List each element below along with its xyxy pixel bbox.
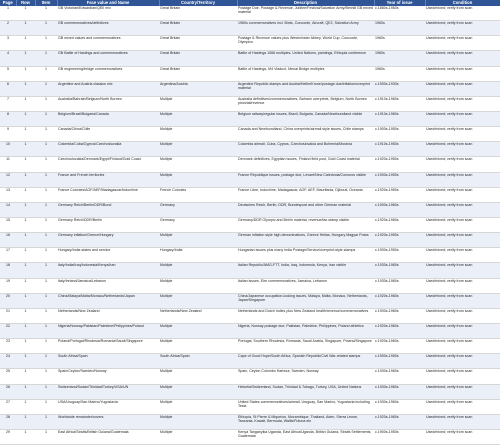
cell-description: Italian Republic/AMG-FTT, India, Iraq, Indonesia, Kenya, Iran visible [237,263,374,278]
cell-description: China/Japanese occupation-looking issues, Malaya, Malta, Monaco, Netherlands, Japan/Singapore [237,293,374,308]
cell-condition: Used/mixed; verify from scan [425,111,500,126]
cell-year: c.1910s-1960s [374,111,425,126]
cell-row: 1 [16,157,35,172]
column-header-year[interactable]: Year of issue [374,0,425,6]
table-row[interactable] [0,96,500,111]
cell-country: Netherlands/New Zealand [159,308,237,323]
cell-description: Helvetia/Switzerland, Sudan, Trinidad & Tobago, Turkey, USA, United Nations [237,384,374,399]
cell-year: c.1920s-1960s [374,293,425,308]
cell-page: 23 [0,339,16,354]
table-row[interactable] [0,248,500,263]
table-row[interactable] [0,21,500,36]
cell-row: 1 [16,142,35,157]
cell-description: Colombia airmail, Cuba, Cyprus, Czechoslovakia and Bohemia/Moravia [237,142,374,157]
cell-item: 1 [35,6,57,21]
cell-face-value: Hungary/India states and service [57,248,159,263]
table-row[interactable] [0,323,500,338]
cell-page: 6 [0,81,16,96]
cell-item: 1 [35,202,57,217]
cell-condition: Used/mixed; verify from scan [425,369,500,384]
cell-page: 22 [0,323,16,338]
cell-year: c.1920s-1960s [374,339,425,354]
cell-row: 1 [16,127,35,142]
cell-year: c.1910s-1950s [374,142,425,157]
cell-condition: Used/mixed; verify from scan [425,217,500,232]
cell-row: 1 [16,263,35,278]
cell-page: 28 [0,414,16,429]
cell-country: Great Britain [159,51,237,66]
cell-page: 26 [0,384,16,399]
cell-page: 3 [0,36,16,51]
cell-row: 1 [16,96,35,111]
cell-description: France Libre, Indochine, Madagascar, AOF, AEF, Mauritania, Djibouti, Oceania [237,187,374,202]
table-body [0,6,500,445]
table-row[interactable] [0,172,500,187]
table-row[interactable] [0,263,500,278]
cell-row: 1 [16,308,35,323]
table-row[interactable] [0,278,500,293]
table-row[interactable] [0,399,500,414]
cell-description: Postage & Revenue values plus Westminster Abbey, World Cup, Concorde, Olympics [237,36,374,51]
table-row[interactable] [0,429,500,444]
cell-face-value: Germany Reich/Berlin/DDR/Bund [57,202,159,217]
cell-page: 25 [0,369,16,384]
cell-face-value: Switzerland/Sudan/Trinidad/Turkey/USA/UN [57,384,159,399]
table-row[interactable] [0,81,500,96]
cell-country: South Africa/Spain [159,354,237,369]
cell-year: c.1900s-1960s [374,308,425,323]
cell-year: c.1900s-1950s [374,429,425,444]
cell-description: Canada and Newfoundland, China overprints/airmail style issues, Chile stamps [237,127,374,142]
cell-row: 1 [16,6,35,21]
cell-face-value: Worldwide remainder/covers [57,414,159,429]
cell-condition: Used/mixed; verify from scan [425,248,500,263]
cell-face-value: Germany Reich/DDR/Berlin [57,217,159,232]
table-row[interactable] [0,217,500,232]
cell-page: 1 [0,6,16,21]
cell-year: c.1930s-1960s [374,263,425,278]
cell-description: Denmark definitives, Egyptian issues, Finland field post, Gold Coast material [237,157,374,172]
cell-country: Germany [159,202,237,217]
cell-description: Kenya Tanganyika Uganda, East Africa/Uganda, British Guiana, Straits Settlements, Guatemala [237,429,374,444]
cell-description: Battle of Hastings 1066 multiples, United Nations, paintings, Ethiopia conference [237,51,374,66]
cell-description: Deutsches Reich, Berlin, DDR, Bundespost and other German material [237,202,374,217]
cell-item: 1 [35,187,57,202]
cell-description: 1960s commemoratives incl. Birds, Concorde, Aircraft, QE2, Salvation Army [237,21,374,36]
cell-description: Battle of Hastings, M4 Viaduct, Menai Bridge multiples [237,66,374,81]
cell-page: 17 [0,248,16,263]
cell-year: c.1930s-1960s [374,384,425,399]
table-row[interactable] [0,51,500,66]
cell-description: German inflation style high denominations, Greece Hellas, Hungary Magyar Posta [237,233,374,248]
cell-country: French Colonies [159,187,237,202]
cell-row: 1 [16,111,35,126]
cell-page: 19 [0,278,16,293]
cell-face-value: GB commemoratives/definitives [57,21,159,36]
cell-year: c.1900s-1950s [374,354,425,369]
cell-year: c.1910s-1960s [374,96,425,111]
cell-row: 1 [16,414,35,429]
table-row[interactable] [0,339,500,354]
cell-item: 1 [35,111,57,126]
cell-condition: Used/mixed; verify from scan [425,66,500,81]
cell-page: 27 [0,399,16,414]
cell-description: Hungarian issues plus many India Postage/Service/overprint-style stamps [237,248,374,263]
cell-description: France République issues, postage due, Levant/New Caledonia/Comoros visible [237,172,374,187]
column-header-item[interactable]: Item [35,0,57,6]
cell-condition: Used/mixed; verify from scan [425,36,500,51]
cell-year: c.1920s-1950s [374,187,425,202]
table-row[interactable] [0,369,500,384]
cell-row: 1 [16,384,35,399]
cell-year: 1960s [374,36,425,51]
cell-page: 12 [0,172,16,187]
cell-condition: Used/mixed; verify from scan [425,81,500,96]
cell-item: 1 [35,414,57,429]
cell-country: Hungary/India [159,248,237,263]
cell-year: c.1900s-1960s [374,202,425,217]
cell-description: United States commemoratives/airmail, Uruguay, San Marino, Yugoslavia including Tesla [237,399,374,414]
cell-row: 1 [16,323,35,338]
cell-country: Multiple [159,172,237,187]
cell-row: 1 [16,248,35,263]
table-row[interactable] [0,233,500,248]
cell-year: c.1920s-1960s [374,217,425,232]
cell-country: Multiple [159,293,237,308]
cell-page: 20 [0,293,16,308]
column-header-page[interactable]: Page [0,0,16,6]
cell-condition: Used/mixed; verify from scan [425,21,500,36]
cell-face-value: USA/Uruguay/San Marino/Yugoslavia [57,399,159,414]
cell-row: 1 [16,354,35,369]
cell-item: 1 [35,323,57,338]
cell-country: Germany [159,217,237,232]
column-header-condition[interactable]: Condition [425,0,500,6]
cell-country: Multiple [159,263,237,278]
table-row[interactable] [0,66,500,81]
cell-item: 1 [35,429,57,444]
cell-item: 1 [35,308,57,323]
cell-year: c.1900s-1950s [374,248,425,263]
cell-condition: Used/mixed; verify from scan [425,399,500,414]
column-header-face-value[interactable]: Face value and Name [57,0,159,6]
cell-page: 5 [0,66,16,81]
cell-country: Multiple [159,399,237,414]
cell-face-value: Germany inflation/Greece/Hungary [57,233,159,248]
cell-row: 1 [16,399,35,414]
cell-year: c.1930s-1960s [374,399,425,414]
cell-face-value: Argentine and Austria classics mix [57,81,159,96]
cell-condition: Used/mixed; verify from scan [425,96,500,111]
cell-country: Multiple [159,278,237,293]
cell-condition: Used/mixed; verify from scan [425,263,500,278]
cell-country: Great Britain [159,36,237,51]
cell-face-value: Canada/China/Chile [57,127,159,142]
cell-item: 1 [35,354,57,369]
cell-country: Multiple [159,111,237,126]
cell-country: Great Britain [159,66,237,81]
table-row[interactable] [0,293,500,308]
cell-country: Multiple [159,157,237,172]
cell-face-value: Nigeria/Norway/Pakistan/Palestine/Philippines/Poland [57,323,159,338]
cell-page: 15 [0,217,16,232]
cell-face-value: South Africa/Spain [57,354,159,369]
cell-row: 1 [16,21,35,36]
cell-page: 2 [0,21,16,36]
cell-item: 1 [35,96,57,111]
cell-condition: Used/mixed; verify from scan [425,202,500,217]
cell-face-value: Belgium/Brazil/Bulgaria/Canada [57,111,159,126]
cell-country: Multiple [159,127,237,142]
cell-description: Ethiopia, St Pierre & Miquelon, Mozambique, Thailand, Aden, Sierra Leone, Tanzania, Kuwait, Bermuda, Wallis/Futuna etc [237,414,374,429]
table-row[interactable] [0,308,500,323]
cell-description: Nigeria, Norway postage due, Pakistan, Palestine, Philippines, Poland athletics [237,323,374,338]
cell-page: 18 [0,263,16,278]
cell-item: 1 [35,293,57,308]
cell-condition: Used/mixed; verify from scan [425,339,500,354]
column-header-description[interactable]: Description [237,0,374,6]
table-row[interactable] [0,187,500,202]
cell-year: c.1920s-1950s [374,233,425,248]
cell-country: Multiple [159,384,237,399]
cell-description: Spain, Ceylon Colombo Harbour, Sweden, Norway [237,369,374,384]
cell-year: 1960s [374,66,425,81]
cell-item: 1 [35,339,57,354]
cell-description: Italian issues, Eire commemoratives, Jamaica, Lebanon [237,278,374,293]
cell-condition: Used/mixed; verify from scan [425,51,500,66]
cell-item: 1 [35,172,57,187]
cell-country: Multiple [159,369,237,384]
cell-condition: Used/mixed; verify from scan [425,323,500,338]
table-row[interactable] [0,127,500,142]
cell-condition: Used/mixed; verify from scan [425,6,500,21]
cell-country: Multiple [159,323,237,338]
cell-face-value: Australia/Bahrain/Belgium/North Borneo [57,96,159,111]
cell-item: 1 [35,248,57,263]
cell-year: c.1920s-1950s [374,157,425,172]
cell-row: 1 [16,217,35,232]
cell-item: 1 [35,157,57,172]
cell-row: 1 [16,339,35,354]
cell-country: Multiple [159,142,237,157]
table-row[interactable] [0,202,500,217]
cell-condition: Used/mixed; verify from scan [425,187,500,202]
cell-item: 1 [35,127,57,142]
cell-item: 1 [35,81,57,96]
cell-year: c.1920s-1960s [374,323,425,338]
cell-condition: Used/mixed; verify from scan [425,157,500,172]
cell-face-value: Italy/India/Iraq/Indonesia/Kenya/Iran [57,263,159,278]
cell-item: 1 [35,51,57,66]
cell-page: 21 [0,308,16,323]
cell-description: Cape of Good Hope/South Africa, Spanish Republic/Civil War-related stamps [237,354,374,369]
cell-item: 1 [35,233,57,248]
cell-row: 1 [16,233,35,248]
cell-page: 14 [0,202,16,217]
table-row[interactable] [0,384,500,399]
table-row[interactable] [0,414,500,429]
cell-row: 1 [16,81,35,96]
table-row[interactable] [0,157,500,172]
cell-face-value: Czechoslovakia/Denmark/Egypt/Finland/Gold Coast [57,157,159,172]
cell-condition: Used/mixed; verify from scan [425,142,500,157]
cell-description: Argentine Republic stamps and Austria/Heller/Krone/postage due/inflation/overprint material [237,81,374,96]
cell-face-value: France and French territories [57,172,159,187]
cell-country: Multiple [159,429,237,444]
cell-item: 1 [35,217,57,232]
cell-country: Multiple [159,339,237,354]
cell-country: Argentina/Austria [159,81,237,96]
cell-item: 1 [35,369,57,384]
cell-face-value: GB Battle of Hastings and commemoratives [57,51,159,66]
cell-condition: Used/mixed; verify from scan [425,354,500,369]
cell-page: 9 [0,127,16,142]
cell-row: 1 [16,172,35,187]
cell-page: 7 [0,96,16,111]
cell-country: Great Britain [159,6,237,21]
cell-face-value: GB Victorian/Edwardian/QEII mix [57,6,159,21]
cell-year: c.1900s-1950s [374,172,425,187]
cell-face-value: GB engineering/bridge commemoratives [57,66,159,81]
table-row[interactable] [0,354,500,369]
cell-year: c.1880s-1960s [374,6,425,21]
cell-item: 1 [35,384,57,399]
cell-item: 1 [35,263,57,278]
cell-face-value: Spain/Ceylon/Sweden/Norway [57,369,159,384]
cell-item: 1 [35,142,57,157]
cell-row: 1 [16,369,35,384]
cell-condition: Used/mixed; verify from scan [425,384,500,399]
cell-country: Multiple [159,96,237,111]
cell-face-value: Netherlands/New Zealand [57,308,159,323]
cell-row: 1 [16,293,35,308]
cell-condition: Used/mixed; verify from scan [425,233,500,248]
cell-year: c.1920s-1960s [374,414,425,429]
cell-year: c.1900s-1930s [374,81,425,96]
cell-condition: Used/mixed; verify from scan [425,414,500,429]
cell-item: 1 [35,66,57,81]
cell-description: Netherlands and Dutch Indies plus New Zealand health/revenue/commemoratives [237,308,374,323]
column-header-row[interactable]: Row [16,0,35,6]
cell-description: Australia definitives/commemoratives, Bahrain overprints, Belgium, North Borneo pictorial/revenue [237,96,374,111]
cell-item: 1 [35,36,57,51]
cell-year: 1960s [374,51,425,66]
table-row[interactable] [0,36,500,51]
cell-year: 1960s [374,21,425,36]
cell-page: 13 [0,187,16,202]
cell-description: Portugal, Southern Rhodesia, Romania, Saudi Arabia, Singapore, Poland/Singapore [237,339,374,354]
cell-face-value: China/Malaya/Malta/Monaco/Netherlands/Japan [57,293,159,308]
cell-description: Germany/DDR Olympic and Berlin material, revenue/tax stamp visible [237,217,374,232]
table-row[interactable] [0,111,500,126]
column-header-country[interactable]: Country/Territory [159,0,237,6]
cell-face-value: Italy/Ireland/Jamaica/Lebanon [57,278,159,293]
cell-item: 1 [35,399,57,414]
cell-year: c.1930s-1960s [374,369,425,384]
cell-country: Great Britain [159,21,237,36]
cell-row: 1 [16,187,35,202]
cell-row: 1 [16,202,35,217]
cell-page: 24 [0,354,16,369]
table-row[interactable] [0,6,500,21]
cell-year: c.1930s-1960s [374,278,425,293]
cell-condition: Used/mixed; verify from scan [425,172,500,187]
cell-page: 4 [0,51,16,66]
cell-page: 10 [0,142,16,157]
cell-item: 1 [35,21,57,36]
cell-item: 1 [35,278,57,293]
cell-condition: Used/mixed; verify from scan [425,127,500,142]
cell-face-value: Colombia/Cuba/Cyprus/Czechoslovakia [57,142,159,157]
cell-page: 11 [0,157,16,172]
cell-description: Belgium railway/regular issues, Brazil, Bulgaria, Canada/Newfoundland visible [237,111,374,126]
cell-page: 16 [0,233,16,248]
cell-face-value: GB mixed values and commemoratives [57,36,159,51]
cell-condition: Used/mixed; verify from scan [425,308,500,323]
cell-face-value: France Colonies/AOF/AEF/Madagascar/Indochine [57,187,159,202]
cell-country: Multiple [159,414,237,429]
cell-face-value: East Africa/Straits/British Guiana/Guatemala [57,429,159,444]
cell-row: 1 [16,278,35,293]
cell-face-value: Poland/Portugal/Rhodesia/Romania/Saudi/Singapore [57,339,159,354]
cell-row: 1 [16,429,35,444]
cell-row: 1 [16,51,35,66]
cell-row: 1 [16,66,35,81]
cell-page: 29 [0,429,16,444]
cell-year: c.1900s-1950s [374,127,425,142]
cell-condition: Used/mixed; verify from scan [425,278,500,293]
cell-country: Multiple [159,233,237,248]
cell-condition: Used/mixed; verify from scan [425,429,500,444]
cell-row: 1 [16,36,35,51]
cell-condition: Used/mixed; verify from scan [425,293,500,308]
cell-page: 8 [0,111,16,126]
table-row[interactable] [0,142,500,157]
cell-description: Postage Due, Postage & Revenue, Jubilee/Festival/Salvation Army/Bexhill GB mixed material [237,6,374,21]
